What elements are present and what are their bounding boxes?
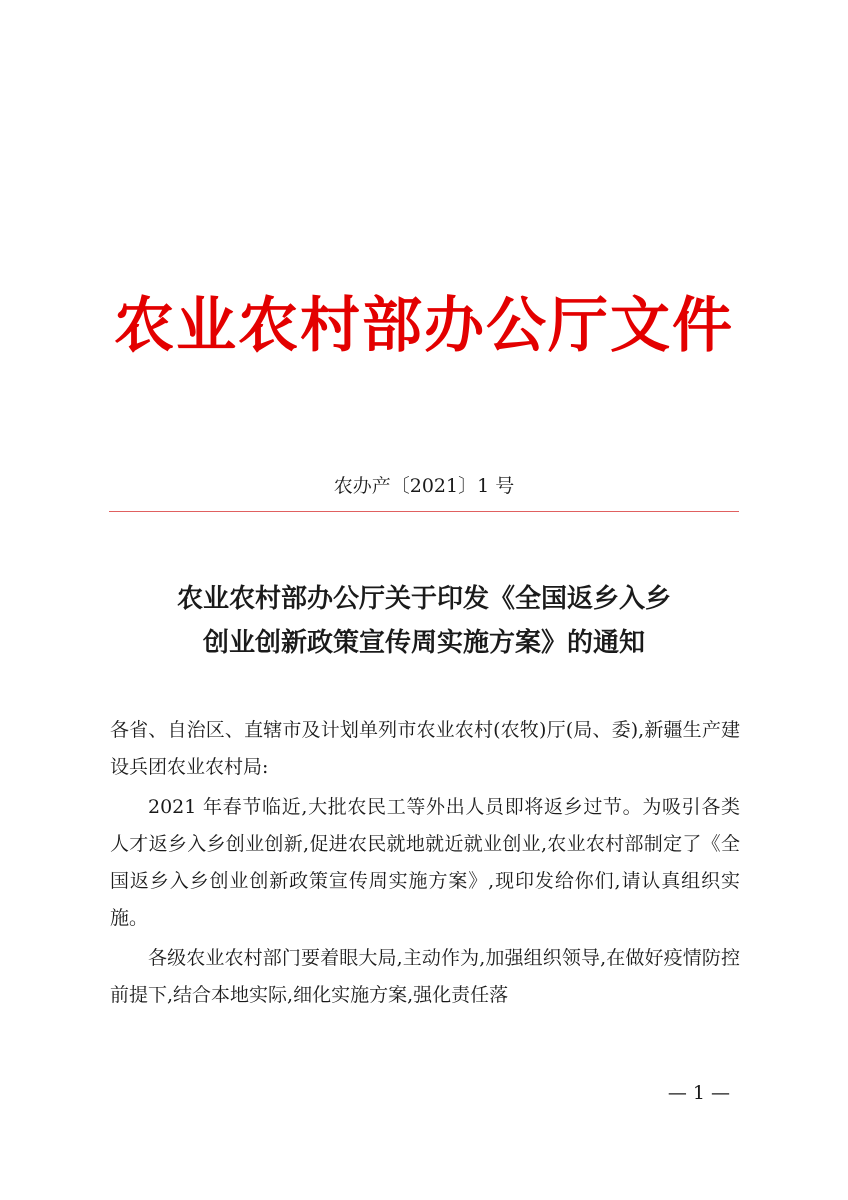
document-header: 农业农村部办公厅文件 bbox=[114, 291, 734, 361]
document-title-line-1: 农业农村部办公厅关于印发《全国返乡入乡 bbox=[176, 584, 671, 614]
body-paragraph-2: 各级农业农村部门要着眼大局,主动作为,加强组织领导,在做好疫情防控前提下,结合本地实际,细化实施方案,强化责任落 bbox=[110, 947, 740, 1006]
page-number: — 1 — bbox=[667, 1082, 730, 1104]
document-number: 农办产〔2021〕1 号 bbox=[333, 475, 515, 497]
document-body bbox=[110, 712, 740, 1014]
red-divider-line bbox=[109, 511, 739, 512]
addressee: 各省、自治区、直辖市及计划单列市农业农村(农牧)厅(局、委),新疆生产建设兵团农业农村局: bbox=[110, 719, 740, 778]
body-paragraph-1: 2021 年春节临近,大批农民工等外出人员即将返乡过节。为吸引各类人才返乡入乡创业创新,促进农民就地就近就业创业,农业农村部制定了《全国返乡入乡创业创新政策宣传周实施方案》,现印发给你们,请认真组织实施。 bbox=[110, 796, 740, 929]
document-title bbox=[0, 577, 848, 665]
document-title-line-2: 创业创新政策宣传周实施方案》的通知 bbox=[202, 628, 645, 658]
